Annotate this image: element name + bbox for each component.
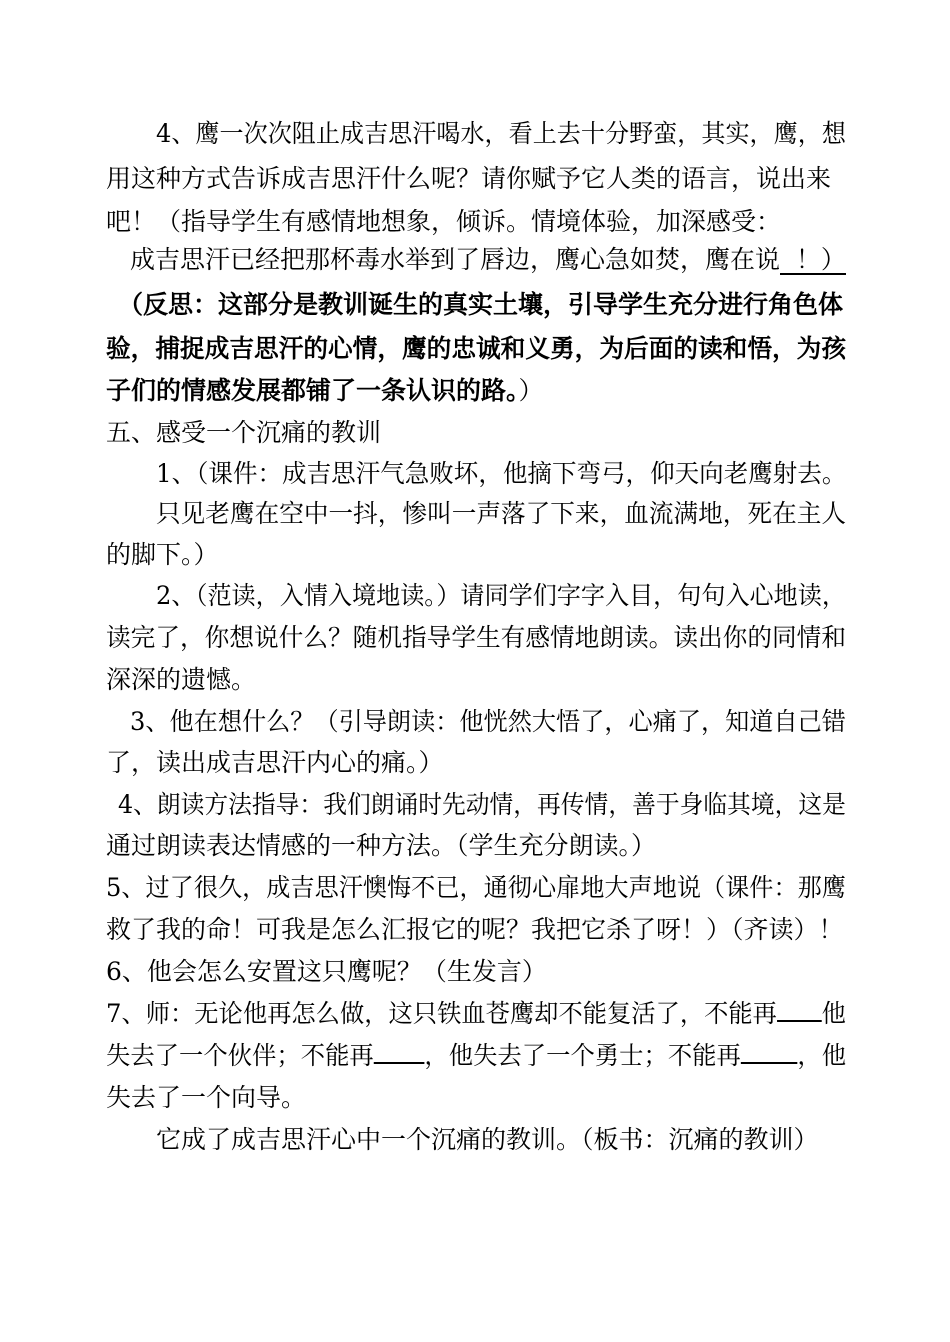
- s3-line-1: 3、他在想什么？（引导朗读：他恍然大悟了，心痛了，知道自己错: [130, 707, 846, 736]
- s7-line-1: [106, 1001, 846, 1026]
- fill-blank-2: [374, 1062, 425, 1064]
- s2-line-2: 读完了，你想说什么？随机指导学生有感情地朗读。读出你的同情和: [106, 623, 847, 652]
- reflection-line-2: 验，捕捉成吉思汗的心情，鹰的忠诚和义勇，为后面的读和悟，为孩: [106, 334, 847, 363]
- p1-line-4-text: 成吉思汗已经把那杯毒水举到了唇边，鹰心急如焚，鹰在说: [130, 245, 781, 274]
- s3-line-2: 了，读出成吉思汗内心的痛。）: [106, 748, 444, 777]
- fill-blank-3: [741, 1062, 797, 1064]
- s7-line-4: 它成了成吉思汗心中一个沉痛的教训。（板书：沉痛的教训）: [156, 1125, 819, 1154]
- s2-line-1: 2、（范读，入情入境地读。）请同学们字字入目，句句入心地读，: [156, 581, 846, 610]
- s7-line-1-end: 他: [821, 999, 846, 1028]
- s7-line-3: 失去了一个向导。: [106, 1083, 307, 1112]
- s7-line-2-a: 失去了一个伙伴；不能再: [106, 1041, 374, 1070]
- fill-blank-1: [777, 1020, 822, 1022]
- s1-line-1: 1、（课件：成吉思汗气急败坏，他摘下弯弓，仰天向老鹰射去。: [156, 459, 847, 488]
- section-heading: 五、感受一个沉痛的教训: [106, 418, 382, 447]
- s4-line-2: 通过朗读表达情感的一种方法。（学生充分朗读。）: [106, 831, 657, 860]
- s1-line-2: 只见老鹰在空中一抖，惨叫一声落了下来，血流满地，死在主人: [156, 499, 847, 528]
- s7-line-2: [106, 1043, 846, 1068]
- p1-line-1: 4、鹰一次次阻止成吉思汗喝水，看上去十分野蛮，其实，鹰，想: [156, 119, 846, 148]
- s6-line: 6、他会怎么安置这只鹰呢？（生发言）: [106, 957, 547, 986]
- exclaim-blank: ！）: [780, 245, 846, 274]
- s4-line-1: 4、朗读方法指导：我们朗诵时先动情，再传情，善于身临其境，这是: [118, 790, 846, 819]
- s1-line-3: 的脚下。）: [106, 540, 219, 569]
- reflection-line-1: （反思：这部分是教训诞生的真实土壤，引导学生充分进行角色体: [118, 290, 844, 319]
- s7-line-2-c: ，他: [797, 1041, 847, 1070]
- s5-line-2: 救了我的命！可我是怎么汇报它的呢？我把它杀了呀！）（齐读）！: [106, 915, 844, 944]
- s7-line-2-b: ，他失去了一个勇士；不能再: [424, 1041, 741, 1070]
- reflection-line-3-bold: 子们的情感发展都铺了一条认识的路。: [106, 376, 519, 405]
- s2-line-3: 深深的遗憾。: [106, 665, 257, 694]
- p1-line-4: [130, 247, 846, 275]
- s7-line-1-text: 7、师：无论他再怎么做，这只铁血苍鹰却不能复活了，不能再: [106, 999, 777, 1028]
- reflection-line-3: [106, 378, 544, 403]
- p1-line-3: 吧！（指导学生有感情地想象，倾诉。情境体验，加深感受：: [106, 207, 782, 236]
- reflection-line-3-end: ）: [518, 376, 544, 405]
- p1-line-2: 用这种方式告诉成吉思汗什么呢？请你赋予它人类的语言，说出来: [106, 164, 832, 193]
- s5-line-1: 5、过了很久，成吉思汗懊悔不已，通彻心扉地大声地说（课件：那鹰: [106, 873, 846, 902]
